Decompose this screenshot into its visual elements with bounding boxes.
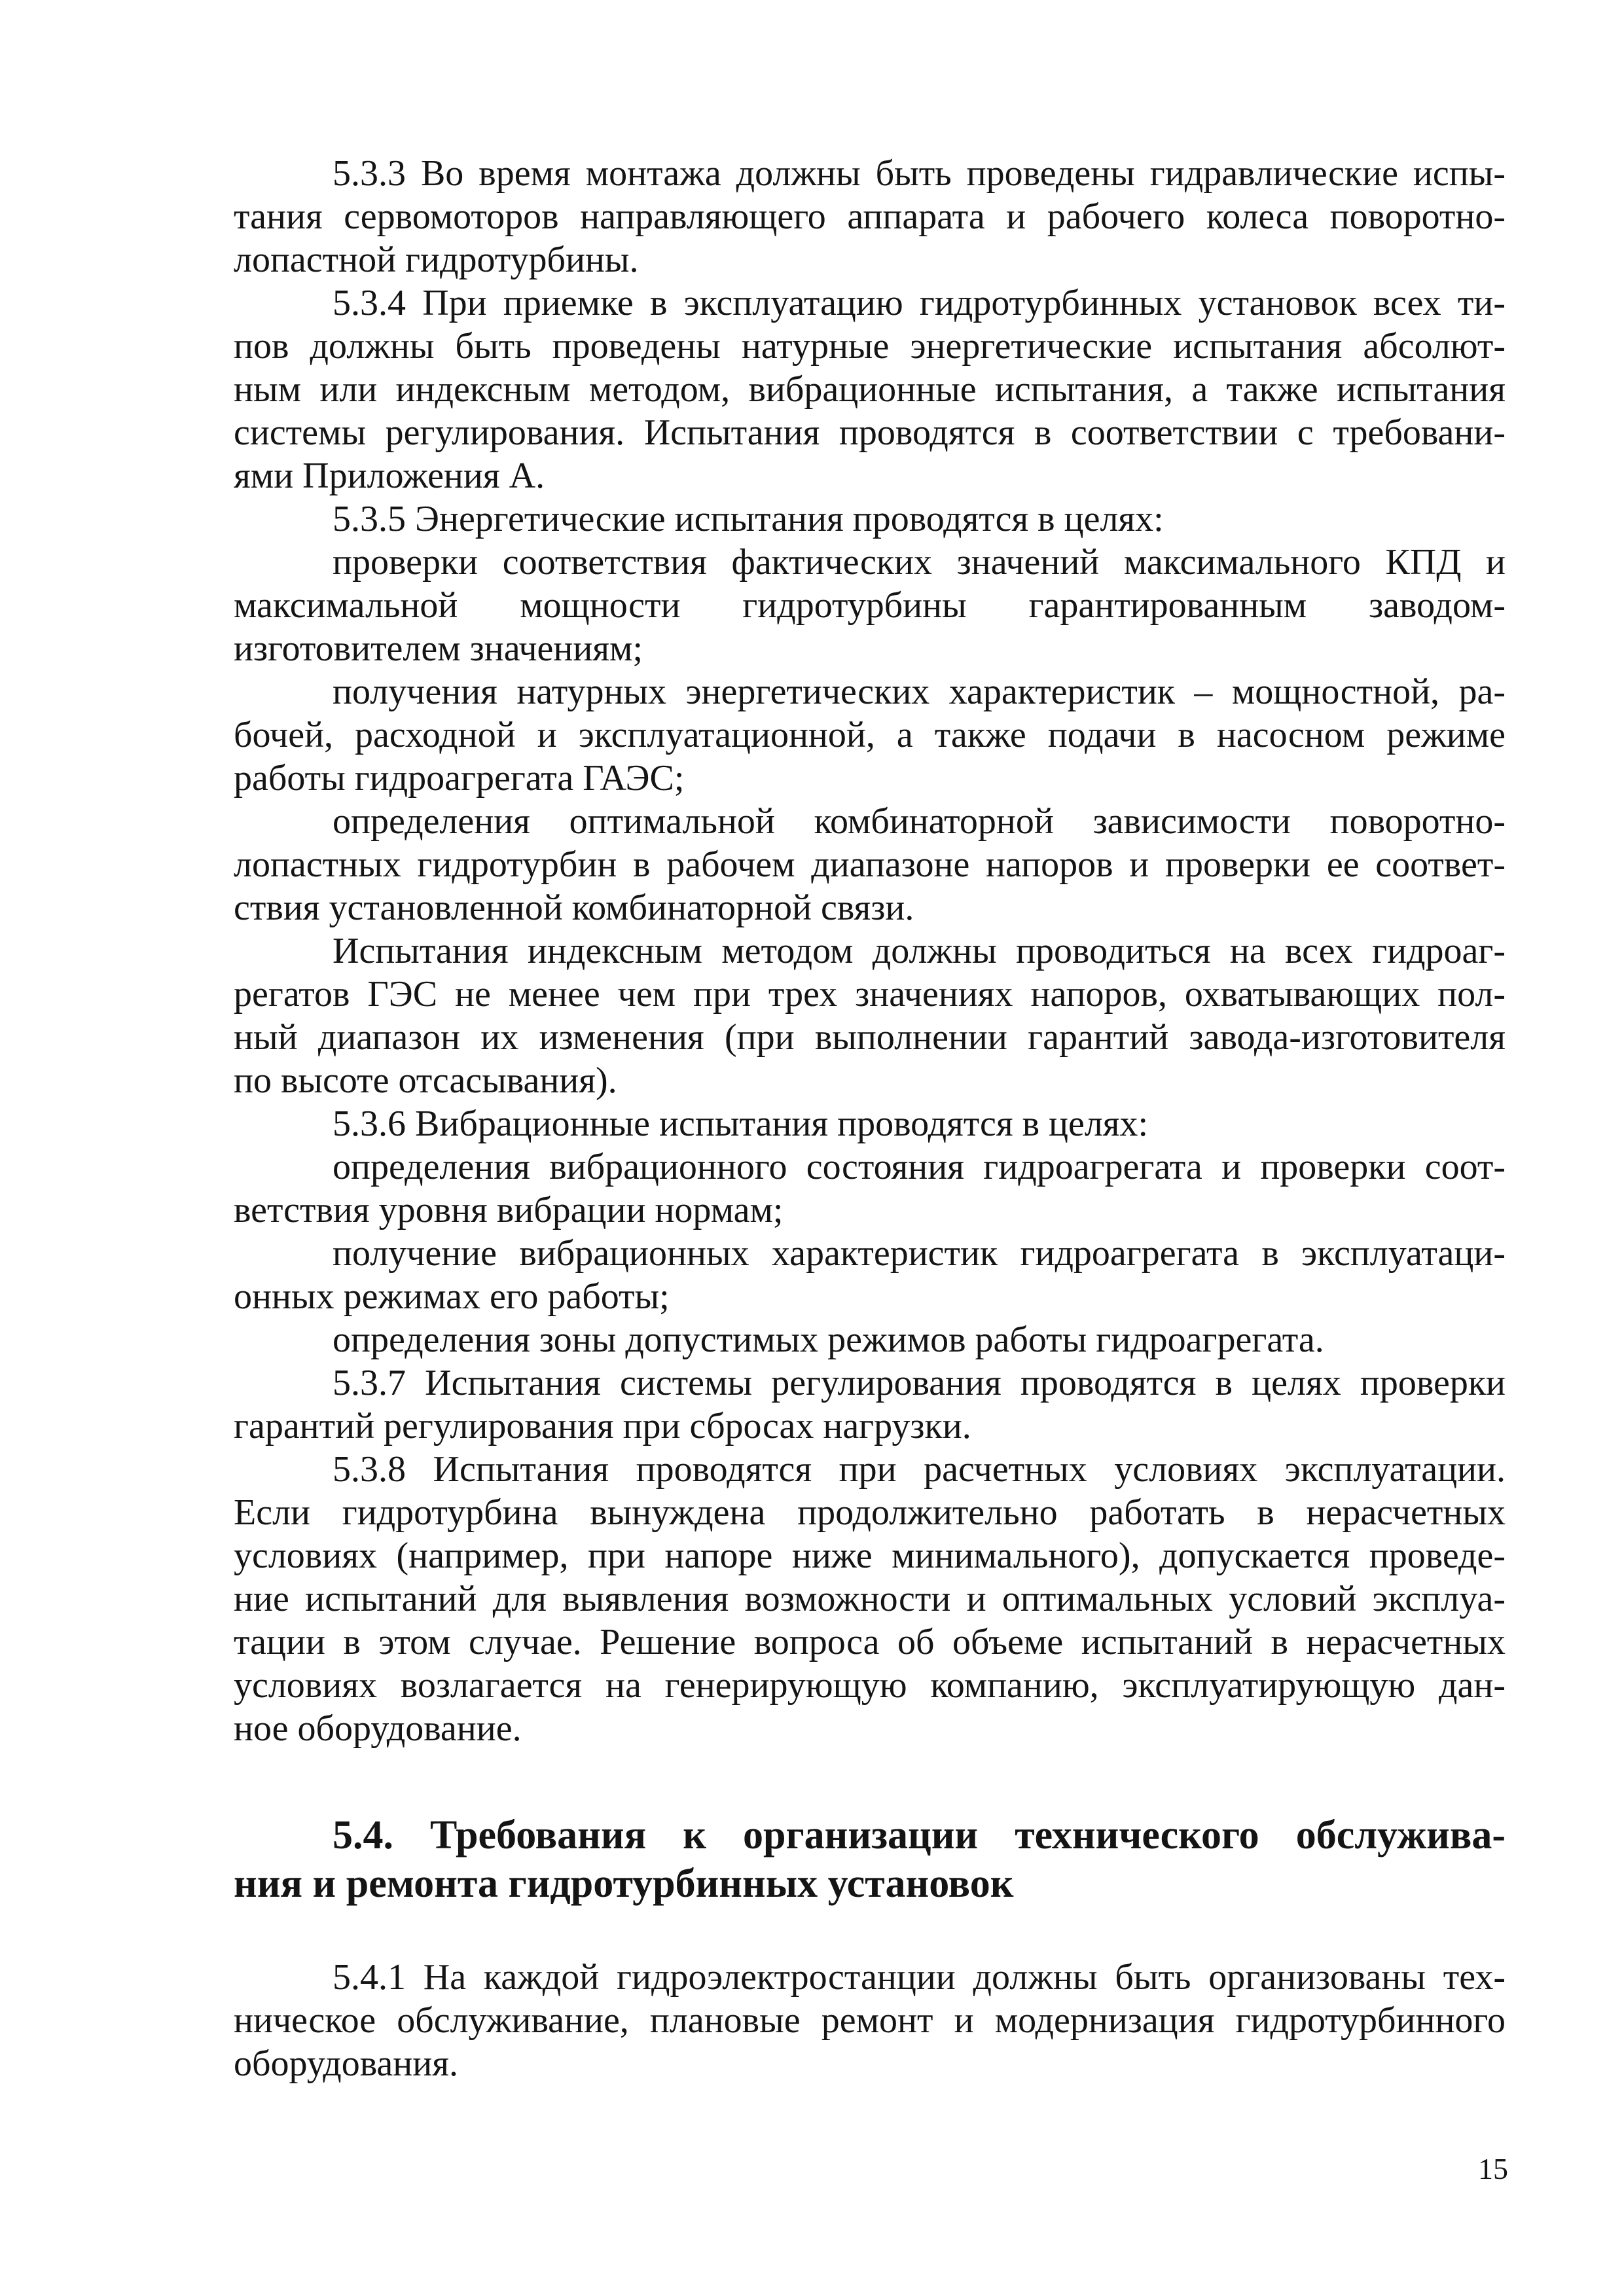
text-line: 5.3.6 Вибрационные испытания проводятся в целях: [333,1103,1149,1144]
text-line: ное оборудование. [234,1708,522,1749]
text-line: ние испытаний для выявления возможности и оптимальных условий эксплуа- [234,1579,1506,1619]
text-line: 5.3.5 Энергетические испытания проводятся в целях: [333,499,1164,539]
text-line: системы регулирования. Испытания проводятся в соответствии с требовани- [234,412,1506,453]
text-line: условиях (например, при напоре ниже минимального), допускается проведе- [234,1535,1506,1576]
page-number: 15 [1478,2152,1508,2185]
text-line: проверки соответствия фактических значений максимального КПД и [333,542,1506,583]
text-line: тации в этом случае. Решение вопроса об объеме испытаний в нерасчетных [234,1622,1506,1662]
text-line: регатов ГЭС не менее чем при трех значениях напоров, охватывающих пол- [234,974,1506,1014]
text-line: ническое обслуживание, плановые ремонт и модернизация гидротурбинного [234,2000,1506,2041]
section-heading: ния и ремонта гидротурбинных установок [234,1861,1014,1906]
text-line: определения оптимальной комбинаторной зависимости поворотно- [333,801,1506,842]
text-line: лопастной гидротурбины. [234,240,639,280]
text-line: максимальной мощности гидротурбины гарантированным заводом- [234,585,1506,626]
text-line: определения вибрационного состояния гидроагрегата и проверки соот- [333,1147,1506,1187]
text-line: онных режимах его работы; [234,1276,670,1317]
text-line: ный диапазон их изменения (при выполнении гарантий завода-изготовителя [234,1017,1506,1058]
section-heading: 5.4. Требования к организации технического обслужива- [333,1813,1506,1857]
text-line: 5.4.1 На каждой гидроэлектростанции должны быть организованы тех- [333,1957,1506,1998]
text-line: лопастных гидротурбин в рабочем диапазоне напоров и проверки ее соответ- [234,844,1506,885]
text-line: 5.3.3 Во время монтажа должны быть проведены гидравлические испы- [333,153,1506,194]
text-line: 5.3.4 При приемке в эксплуатацию гидротурбинных установок всех ти- [333,283,1506,323]
text-line: 5.3.7 Испытания системы регулирования проводятся в целях проверки [333,1363,1506,1403]
text-line: гарантий регулирования при сбросах нагрузки. [234,1406,971,1446]
text-line: изготовителем значениям; [234,628,643,669]
text-line: работы гидроагрегата ГАЭС; [234,758,685,798]
text-line: 5.3.8 Испытания проводятся при расчетных условиях эксплуатации. [333,1449,1506,1490]
text-line: ями Приложения А. [234,456,545,496]
text-line: получение вибрационных характеристик гидроагрегата в эксплуатаци- [333,1233,1506,1274]
text-line: ствия установленной комбинаторной связи. [234,888,914,928]
text-line: Если гидротурбина вынуждена продолжительно работать в нерасчетных [234,1492,1506,1533]
text-line: получения натурных энергетических характеристик – мощностной, ра- [333,672,1506,712]
text-line: условиях возлагается на генерирующую компанию, эксплуатирующую дан- [234,1665,1506,1706]
text-line: пов должны быть проведены натурные энергетические испытания абсолют- [234,326,1506,367]
text-line: ным или индексным методом, вибрационные испытания, а также испытания [234,369,1506,410]
text-line: оборудования. [234,2043,458,2084]
text-line: ветствия уровня вибрации нормам; [234,1190,784,1230]
text-line: бочей, расходной и эксплуатационной, а также подачи в насосном режиме [234,715,1506,755]
text-line: Испытания индексным методом должны проводиться на всех гидроаг- [333,931,1506,971]
text-line: по высоте отсасывания). [234,1060,617,1101]
text-line: тания сервомоторов направляющего аппарата и рабочего колеса поворотно- [234,196,1506,237]
text-line: определения зоны допустимых режимов работы гидроагрегата. [333,1319,1324,1360]
